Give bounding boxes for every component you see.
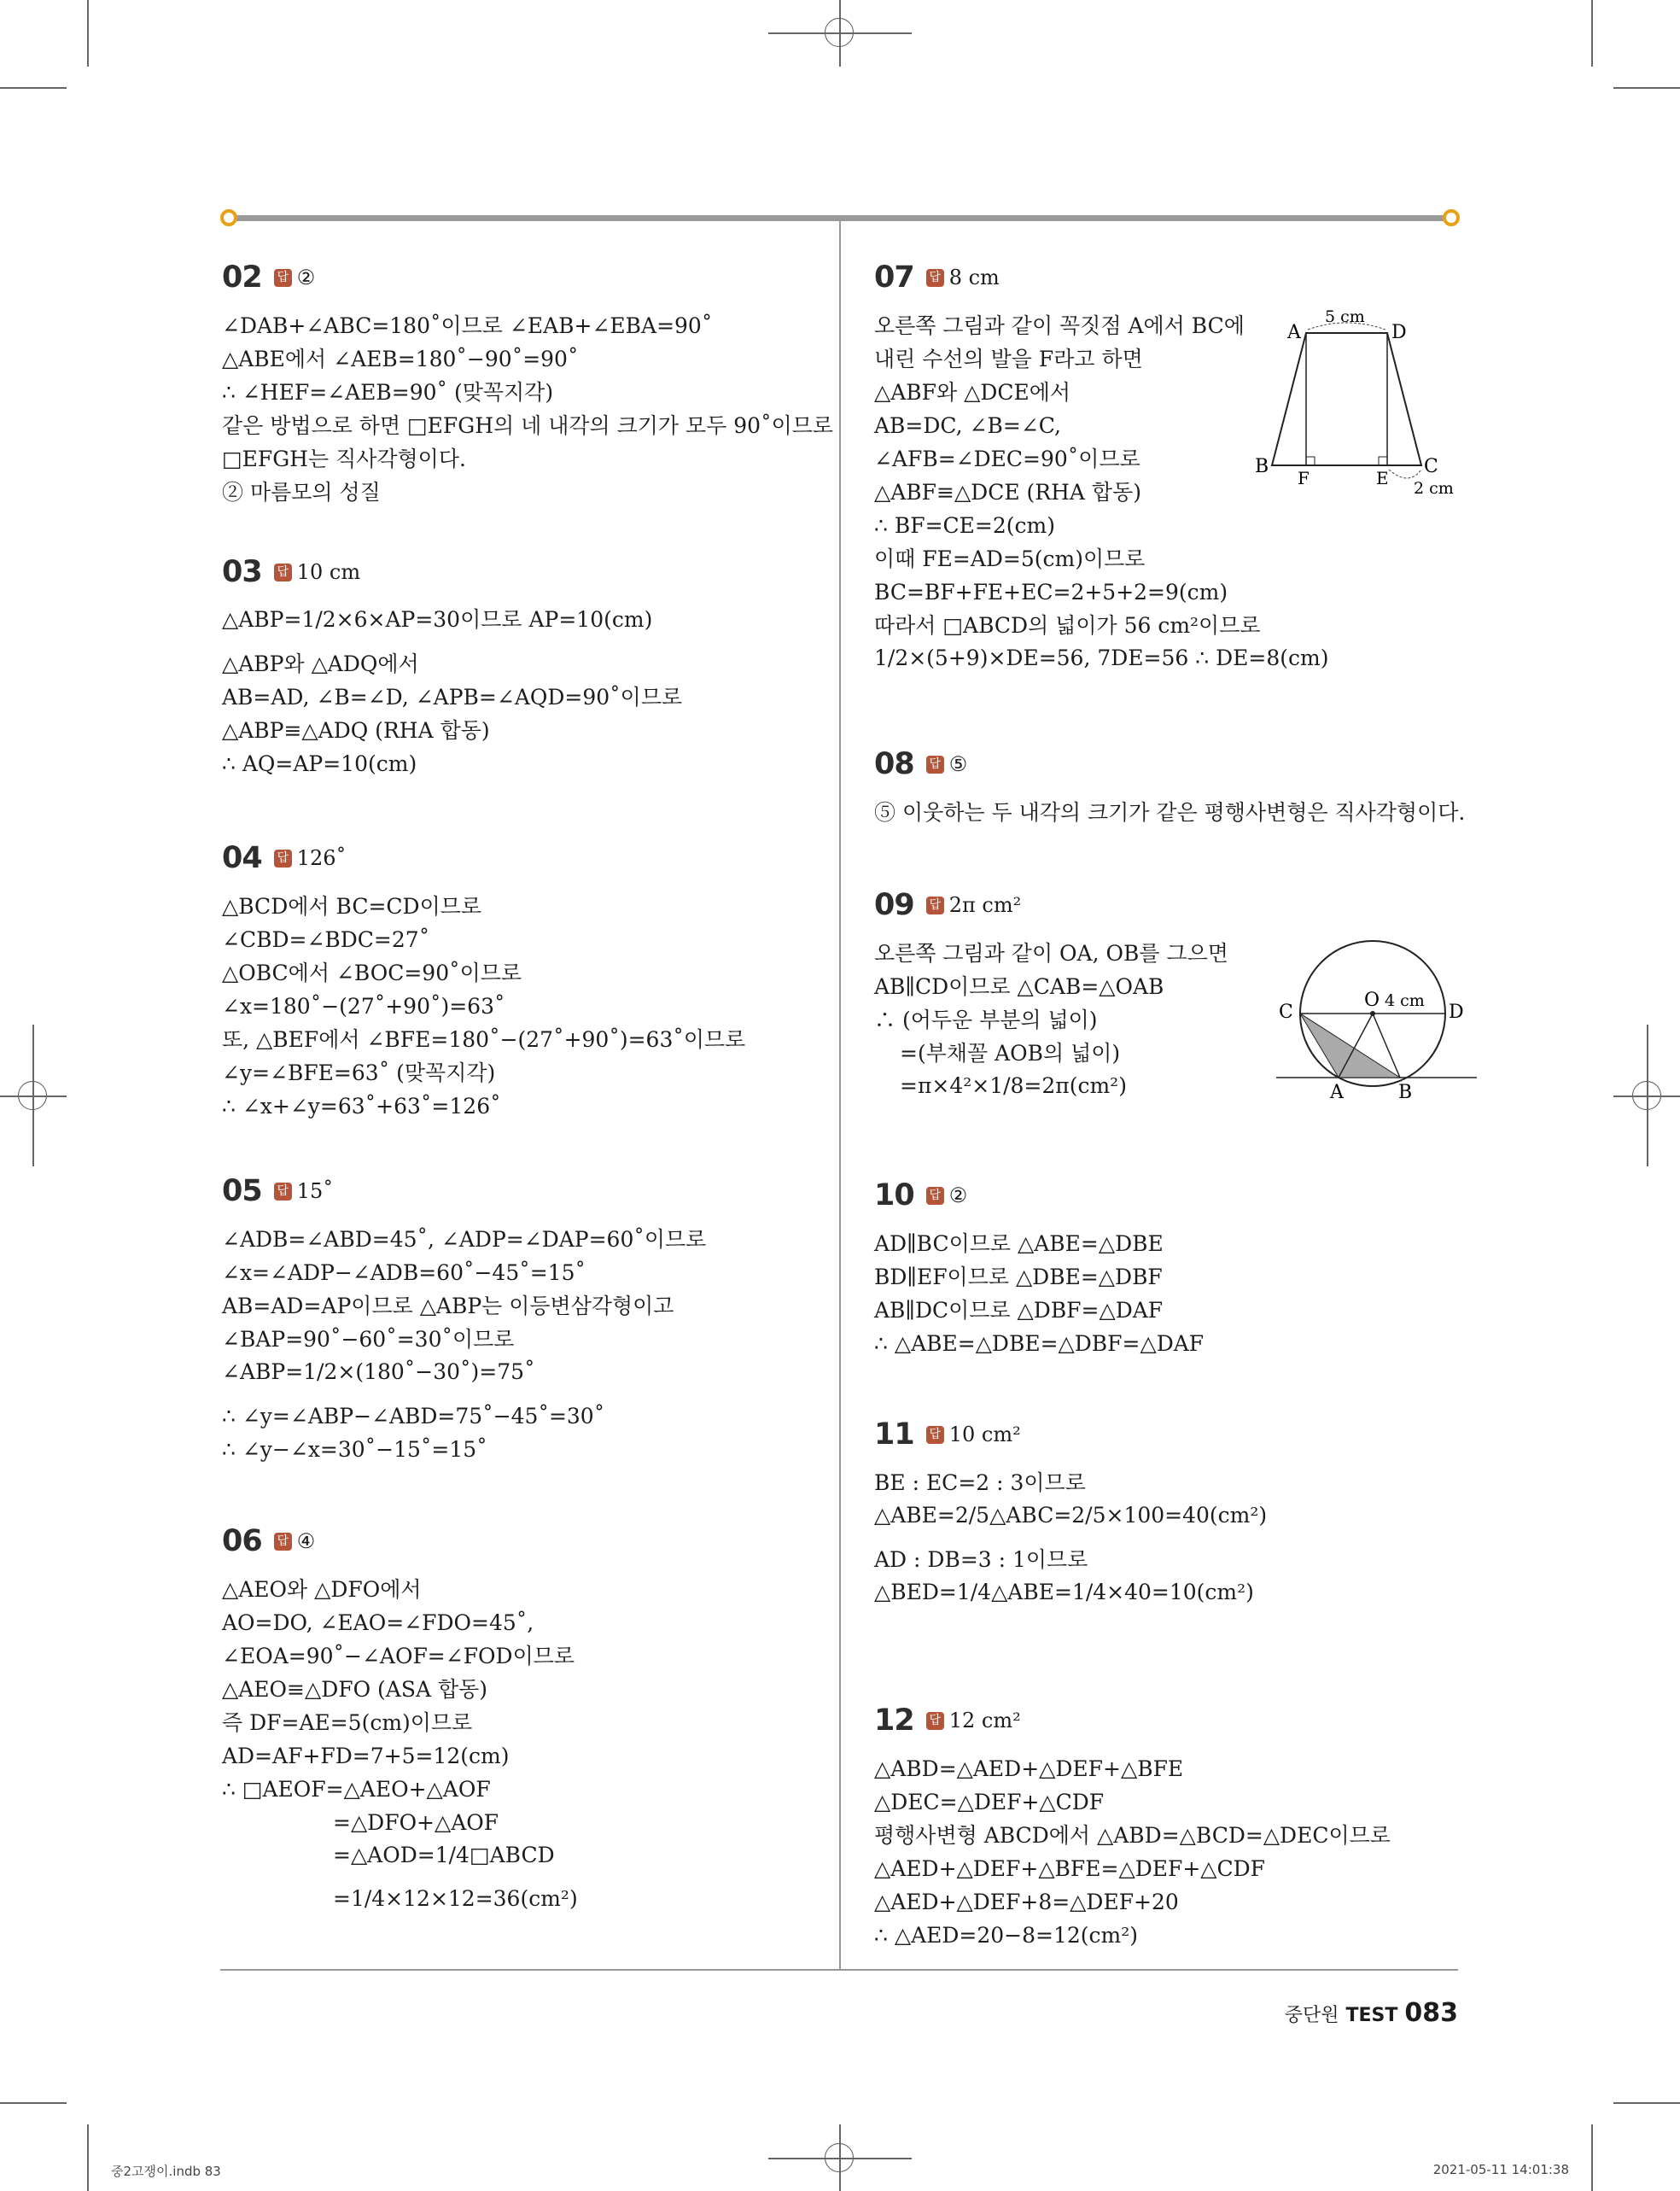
crop-mark: [1591, 0, 1593, 67]
solution-line: △ABF≡△DCE (RHA 합동): [874, 480, 1141, 505]
answer-icon: 답: [274, 1183, 292, 1201]
solution-line: =π×4²×1/8=2π(cm²): [900, 1073, 1127, 1098]
solution-line: ∴ △ABE=△DBE=△DBF=△DAF: [874, 1331, 1205, 1356]
solution-line: △ABE=2/5△ABC=2/5×100=40(cm²): [874, 1503, 1268, 1528]
crop-mark: [87, 2124, 89, 2191]
crop-mark: [1591, 2124, 1593, 2191]
solution-line: AB=AD=AP이므로 △ABP는 이등변삼각형이고: [222, 1294, 674, 1318]
slug-file: 중2고쟁이.indb 83: [111, 2164, 221, 2179]
problem-04: [222, 837, 745, 1123]
solution-line: ∠x=180˚−(27˚+90˚)=63˚: [222, 994, 505, 1019]
crop-mark: [1613, 2102, 1680, 2104]
label-B: B: [1255, 456, 1269, 477]
registration-mark: [1613, 1096, 1680, 1097]
solution-line: ∠x=∠ADP−∠ADB=60˚−45˚=15˚: [222, 1260, 586, 1285]
problem-05: [222, 1170, 706, 1466]
answer-icon: 답: [926, 897, 944, 914]
answer-value: ④: [296, 1528, 316, 1553]
solution-line: △AEO와 △DFO에서: [222, 1577, 422, 1602]
problem-11: [874, 1413, 1267, 1620]
label-A: A: [1287, 322, 1301, 343]
solution-line: ∴ △AED=20−8=12(cm²): [874, 1923, 1139, 1948]
answer-icon: 답: [926, 1426, 944, 1444]
solution-line: =(부채꼴 AOB의 넓이): [900, 1041, 1121, 1066]
page-footer: [1285, 1998, 1458, 2028]
solution-line: AD∥BC이므로 △ABE=△DBE: [874, 1231, 1164, 1256]
solution-line: ∴ (어두운 부분의 넓이): [874, 1008, 1098, 1032]
solution-line: BD∥EF이므로 △DBE=△DBF: [874, 1265, 1163, 1289]
problem-number: 05: [222, 1173, 262, 1208]
answer-value: 10 cm: [296, 559, 361, 584]
solution-line: 오른쪽 그림과 같이 꼭짓점 A에서 BC에: [874, 313, 1245, 338]
problem-06: [222, 1520, 578, 1926]
answer-icon: 답: [274, 564, 292, 581]
solution-line: ∠DAB+∠ABC=180˚이므로 ∠EAB+∠EBA=90˚: [222, 313, 713, 338]
problem-number: 09: [874, 887, 914, 922]
answer-icon: 답: [274, 269, 292, 287]
solution-line: △ABD=△AED+△DEF+△BFE: [874, 1756, 1184, 1781]
solution-line: 또, △BEF에서 ∠BFE=180˚−(27˚+90˚)=63˚이므로: [222, 1027, 746, 1052]
answer-value: 2π cm²: [948, 892, 1022, 917]
solution-line: △AED+△DEF+8=△DEF+20: [874, 1890, 1179, 1914]
answer-value: ⑤: [948, 751, 968, 776]
crop-mark: [0, 2102, 67, 2104]
solution-line: ∴ AQ=AP=10(cm): [222, 751, 417, 776]
trapezoid-shape: [1272, 333, 1421, 465]
answer-value: ②: [296, 265, 316, 289]
left-column: [222, 256, 834, 1911]
solution-line: 내린 수선의 발을 F라고 하면: [874, 347, 1143, 371]
trapezoid-figure: [1246, 307, 1468, 495]
center-point: [1370, 1011, 1375, 1016]
label-A: A: [1330, 1082, 1344, 1103]
answer-icon: 답: [926, 1712, 944, 1730]
solution-line: △ABP=1/2×6×AP=30이므로 AP=10(cm): [222, 607, 653, 632]
solution-line: △ABE에서 ∠AEB=180˚−90˚=90˚: [222, 347, 579, 371]
slug-date: 2021-05-11 14:01:38: [1432, 2162, 1569, 2177]
column-divider: [839, 220, 841, 1971]
answer-value: 15˚: [296, 1178, 334, 1203]
problem-09: [874, 884, 1228, 1113]
problem-08: [874, 743, 1465, 829]
solution-line: ∴ BF=CE=2(cm): [874, 513, 1055, 538]
solution-line: ∠EOA=90˚−∠AOF=∠FOD이므로: [222, 1644, 575, 1668]
problem-number: 11: [874, 1417, 914, 1452]
label-C: C: [1424, 456, 1438, 477]
problem-number: 04: [222, 840, 262, 875]
solution-line: ∠ADB=∠ABD=45˚, ∠ADP=∠DAP=60˚이므로: [222, 1227, 707, 1252]
solution-line: △BCD에서 BC=CD이므로: [222, 894, 482, 919]
solution-line: ∴ ∠HEF=∠AEB=90˚ (맞꼭지각): [222, 380, 554, 405]
label-B: B: [1398, 1082, 1413, 1103]
label-top-length: 5 cm: [1325, 307, 1365, 326]
crop-mark: [0, 87, 67, 89]
solution-line: △ABP≡△ADQ (RHA 합동): [222, 718, 490, 743]
right-angle-mark: [1306, 457, 1315, 465]
solution-line: 따라서 □ABCD의 넓이가 56 cm²이므로: [874, 613, 1261, 638]
answer-icon: 답: [274, 850, 292, 868]
solution-line: ∠ABP=1/2×(180˚−30˚)=75˚: [222, 1359, 535, 1384]
answer-value: ②: [948, 1183, 968, 1207]
crop-mark: [87, 0, 89, 67]
solution-line: ∴ □AEOF=△AEO+△AOF: [222, 1777, 491, 1802]
label-side-length: 2 cm: [1414, 479, 1454, 495]
solution-line: ∴ ∠x+∠y=63˚+63˚=126˚: [222, 1094, 501, 1119]
solution-line: =△AOD=1/4□ABCD: [333, 1843, 555, 1867]
solution-line: 오른쪽 그림과 같이 OA, OB를 그으면: [874, 941, 1228, 966]
shaded-region: [1300, 1014, 1400, 1078]
solution-line: BE : EC=2 : 3이므로: [874, 1470, 1086, 1495]
label-F: F: [1298, 468, 1310, 488]
solution-line: ∠y=∠BFE=63˚ (맞꼭지각): [222, 1060, 496, 1085]
solution-line: AD : DB=3 : 1이므로: [874, 1547, 1088, 1572]
solution-line: △OBC에서 ∠BOC=90˚이므로: [222, 961, 522, 985]
label-O: O: [1364, 990, 1380, 1011]
brace-ec: [1389, 470, 1421, 478]
solution-line: ∴ ∠y=∠ABP−∠ABD=75˚−45˚=30˚: [222, 1404, 605, 1429]
solution-line: AB∥DC이므로 △DBF=△DAF: [874, 1298, 1164, 1323]
solution-line: ② 마름모의 성질: [222, 480, 381, 505]
solution-line: BC=BF+FE+EC=2+5+2=9(cm): [874, 580, 1228, 605]
solution-line: □EFGH는 직사각형이다.: [222, 447, 466, 471]
solution-line: =△DFO+△AOF: [333, 1810, 499, 1835]
answer-icon: 답: [274, 1533, 292, 1551]
circle-figure: [1272, 931, 1485, 1110]
footer-test: TEST: [1345, 2005, 1398, 2026]
footer-section: 중단원: [1284, 2005, 1339, 2026]
label-D: D: [1449, 1002, 1464, 1023]
label-C: C: [1279, 1002, 1293, 1023]
solution-line: △ABP와 △ADQ에서: [222, 651, 419, 676]
crop-mark: [1613, 87, 1680, 89]
problem-03: [222, 551, 682, 780]
rule-end-dot: [220, 209, 237, 226]
solution-line: △ABF와 △DCE에서: [874, 380, 1071, 405]
label-E: E: [1376, 468, 1389, 488]
rule-end-dot: [1443, 209, 1460, 226]
problem-number: 03: [222, 554, 262, 589]
answer-icon: 답: [926, 269, 944, 287]
solution-line: ∠BAP=90˚−60˚=30˚이므로: [222, 1327, 515, 1352]
problem-number: 08: [874, 746, 914, 781]
answer-icon: 답: [926, 1187, 944, 1205]
solution-line: 같은 방법으로 하면 □EFGH의 네 내각의 크기가 모두 90˚이므로: [222, 413, 834, 438]
solution-line: AB=AD, ∠B=∠D, ∠APB=∠AQD=90˚이므로: [222, 685, 683, 710]
solution-line: △AEO≡△DFO (ASA 합동): [222, 1677, 488, 1702]
answer-value: 10 cm²: [948, 1422, 1021, 1446]
right-angle-mark: [1379, 457, 1387, 465]
solution-line: =1/4×12×12=36(cm²): [333, 1886, 578, 1911]
solution-line: △DEC=△DEF+△CDF: [874, 1790, 1105, 1814]
registration-mark: [768, 32, 912, 34]
problem-10: [874, 1174, 1204, 1360]
answer-value: 126˚: [296, 845, 347, 870]
answer-icon: 답: [926, 756, 944, 774]
registration-mark: [768, 2158, 912, 2159]
answer-value: 8 cm: [948, 265, 1000, 289]
label-D: D: [1391, 322, 1407, 343]
page-number: 083: [1404, 1998, 1458, 2028]
solution-line: 평행사변형 ABCD에서 △ABD=△BCD=△DEC이므로: [874, 1823, 1391, 1848]
solution-line: AB=DC, ∠B=∠C,: [874, 413, 1061, 438]
bottom-rule: [220, 1969, 1458, 1971]
solution-line: AO=DO, ∠EAO=∠FDO=45˚,: [222, 1610, 534, 1635]
problem-number: 06: [222, 1523, 262, 1558]
problem-number: 02: [222, 260, 262, 295]
solution-line: AB∥CD이므로 △CAB=△OAB: [874, 974, 1164, 999]
solution-line: ∠CBD=∠BDC=27˚: [222, 927, 430, 952]
solution-line: △AED+△DEF+△BFE=△DEF+△CDF: [874, 1856, 1266, 1881]
solution-line: AD=AF+FD=7+5=12(cm): [222, 1744, 510, 1768]
problem-12: [874, 1699, 1391, 1952]
solution-line: 즉 DF=AE=5(cm)이므로: [222, 1710, 473, 1735]
solution-line: ∴ ∠y−∠x=30˚−15˚=15˚: [222, 1437, 487, 1462]
solution-line: 이때 FE=AD=5(cm)이므로: [874, 546, 1146, 571]
solution-line: 1/2×(5+9)×DE=56, 7DE=56 ∴ DE=8(cm): [874, 646, 1329, 670]
label-radius: 4 cm: [1385, 991, 1425, 1010]
solution-line: △BED=1/4△ABE=1/4×40=10(cm²): [874, 1580, 1254, 1604]
answer-value: 12 cm²: [948, 1708, 1021, 1732]
registration-mark: [0, 1096, 67, 1097]
solution-line: ⑤ 이웃하는 두 내각의 크기가 같은 평행사변형은 직사각형이다.: [874, 800, 1466, 825]
problem-02: [222, 256, 834, 509]
problem-number: 12: [874, 1703, 914, 1738]
problem-number: 07: [874, 260, 914, 295]
solution-line: ∠AFB=∠DEC=90˚이므로: [874, 447, 1140, 471]
problem-number: 10: [874, 1177, 914, 1212]
